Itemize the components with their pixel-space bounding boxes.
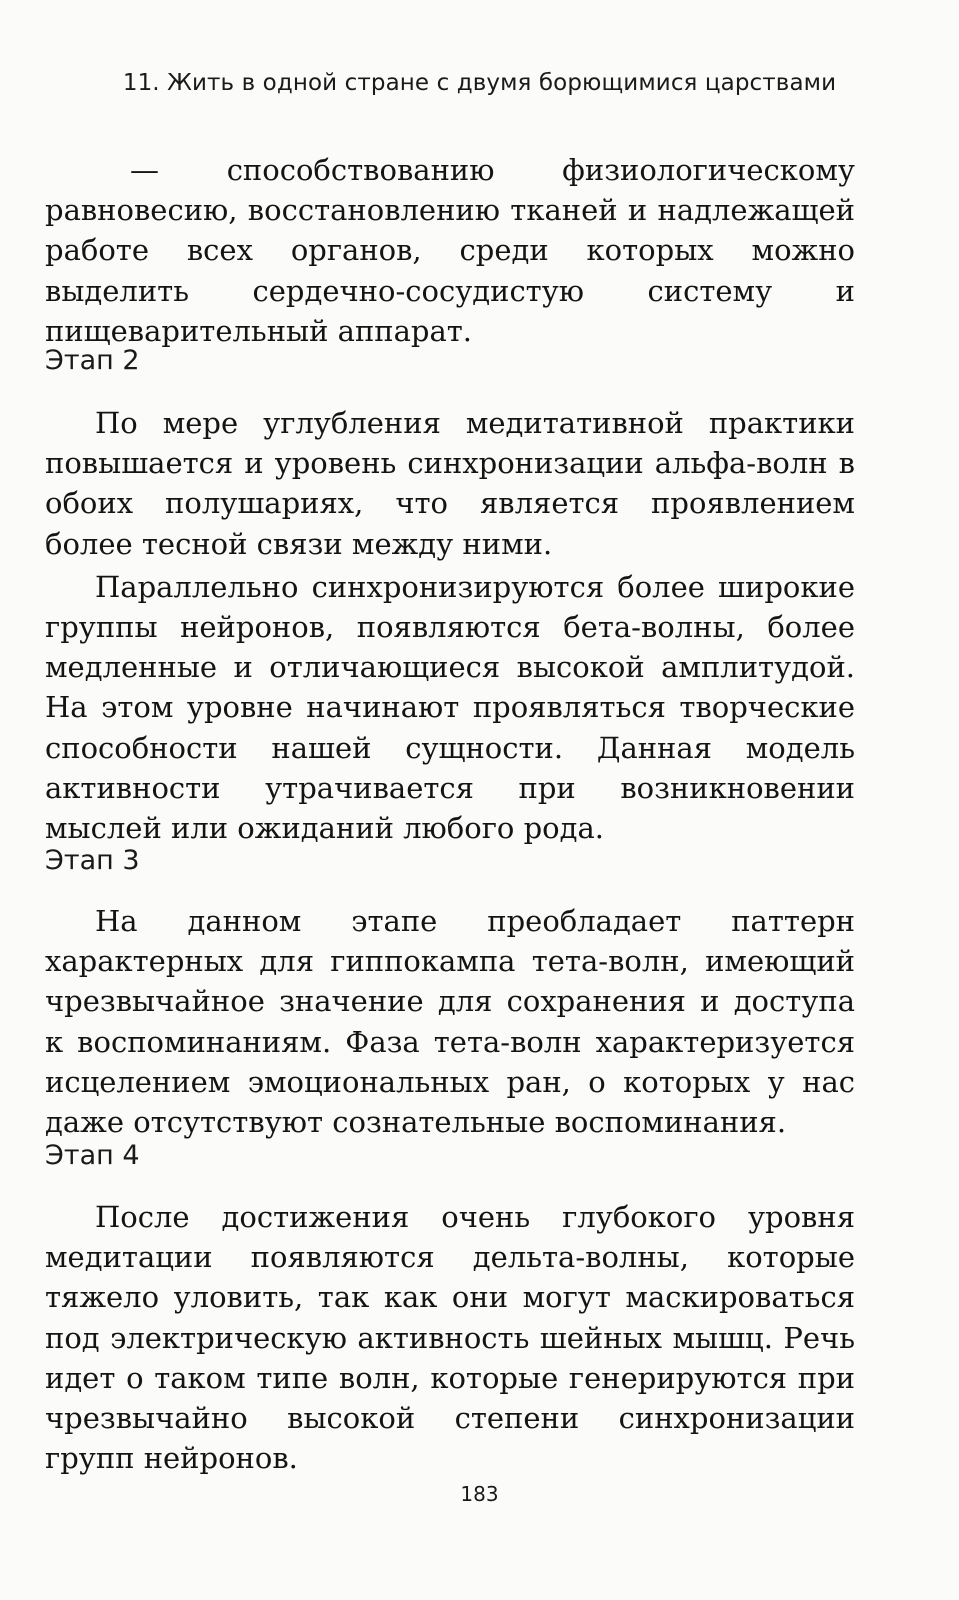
section-heading-stage-3: Этап 3 [45,845,140,876]
page-number: 183 [460,1482,499,1506]
section-body-stage-3 [45,901,855,1142]
paragraph: После достижения очень глубокого уровня медитации появляются дельта-волны, которые тяжело уловить, так как они могут маскироваться под электрическую активность шейных мышц. Речь идет о таком типе волн, которые генерируются при чрезвычайно высокой степени синхронизации групп нейронов. [45,1200,855,1476]
paragraph: По мере углубления медитативной практики повышается и уровень синхронизации альфа-волн в обоих полушариях, что является проявлением более тесной связи между ними. [45,406,855,561]
section-heading-stage-4: Этап 4 [45,1140,140,1171]
paragraph: Параллельно синхронизируются более широкие группы нейронов, появляются бета-волны, более медленные и отличающиеся высокой амплитудой. На этом уровне начинают проявляться творческие способности нашей сущности. Данная модель активности утрачивается при возникновении мыслей или ожиданий любого рода. [45,569,855,846]
section-heading-stage-2: Этап 2 [45,345,140,376]
paragraph: На данном этапе преобладает паттерн характерных для гиппокампа тета-волн, имеющий чрезвычайное значение для сохранения и доступа к воспоминаниям. Фаза тета-волн характеризуется исцелением эмоциональных ран, о которых у нас даже отсутствуют сознательные воспоминания. [45,904,855,1140]
section-body-stage-2 [45,403,855,848]
opening-paragraph: — способствованию физиологическому равновесию, восстановлению тканей и надлежащей работе всех органов, среди которых можно выделить сердечно-сосудистую систему и пищеварительный аппарат. [45,153,855,348]
opening-text-block [45,150,855,351]
running-head: 11. Жить в одной стране с двумя борющимися царствами [122,70,837,96]
section-body-stage-4 [45,1197,855,1478]
